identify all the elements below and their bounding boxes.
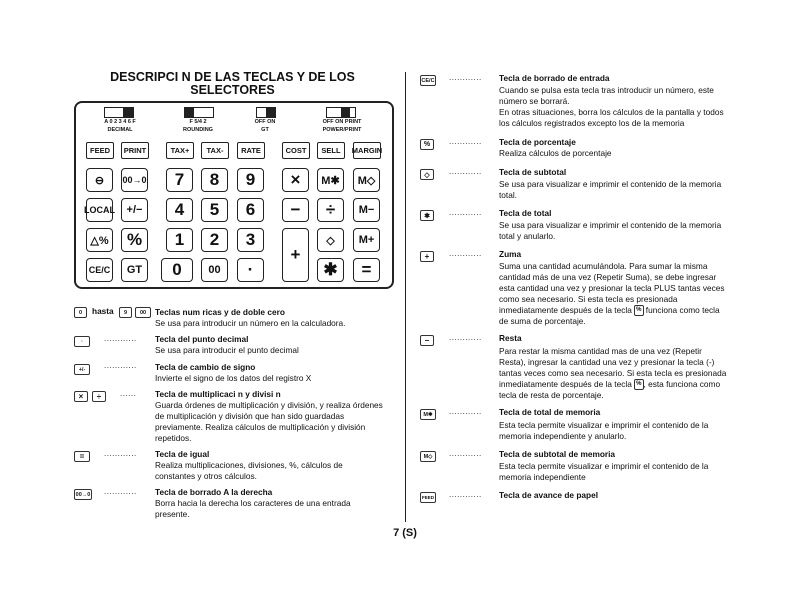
key-memory-subtotal: M◇ [353,168,380,192]
entry-leader: ............ [449,137,482,146]
entry-key-divide: ÷ [92,391,106,402]
key-8: 8 [201,168,228,192]
entry-desc-line: Guarda órdenes de multiplicación y división, y realiza órdenes [155,400,383,410]
entry-key-change-sign: +/- [74,364,90,375]
key-subtract: − [282,198,309,222]
sell-key: SELL [317,142,345,159]
entry-key-subtotal: ◇ [420,169,434,180]
entry-title: Teclas num ricas y de doble cero [155,307,285,317]
tax-plus-key: TAX+ [166,142,194,159]
entry-key-multiply: × [74,391,88,402]
entry-desc-line: Esta tecla permite visualizar e imprimir el contenido de la [499,420,709,430]
entry-desc-line: Esta tecla permite visualizar e imprimir el contenido de la [499,461,709,471]
entry-desc-line-inline [499,305,720,316]
gt-switch-positions: OFF ON [254,119,276,125]
entry-desc-line: Se usa para introducir un número en la calculadora. [155,318,346,328]
entry-desc-line: Borra hacia la derecha los caracteres de una entrada [155,498,351,508]
key-1: 1 [166,228,193,252]
entry-title: Tecla de subtotal [499,167,567,177]
entry-desc-line: Resta), ingresar la cantidad una vez y presionar la tecla (-) [499,357,715,367]
entry-leader: ............ [104,487,137,496]
key-4: 4 [166,198,193,222]
entry-title: Tecla de cambio de signo [155,362,256,372]
entry-desc-line: Para restar la misma cantidad mas de una vez (Repetir [499,346,702,356]
entry-leader: ...... [120,389,137,398]
key-local: LOCAL [86,198,113,222]
key-add: + [282,228,309,282]
key-memory-total: M✱ [317,168,344,192]
entry-desc-line: Realiza multiplicaciones, divisiones, %, cálculos de [155,460,343,470]
entry-title: Tecla de borrado A la derecha [155,487,273,497]
entry-key-9: 9 [119,307,132,318]
inline-key-percent: % [634,379,643,390]
key-multiply: × [282,168,309,192]
inline-text-post: , esta funciona como [643,379,721,389]
entry-leader: ............ [104,334,137,343]
entry-key-clear-entry: CE/C [420,75,436,86]
entry-desc-line: previamente. Realiza cálculos de multiplicación y división [155,422,366,432]
entry-desc-line-inline [499,379,720,390]
key-change-sign: +/− [121,198,148,222]
key-2: 2 [201,228,228,252]
tax-minus-key: TAX- [201,142,229,159]
entry-desc-line: total. [499,190,517,200]
key-9: 9 [237,168,264,192]
key-3: 3 [237,228,264,252]
decimal-switch [104,107,134,118]
entry-desc-line: cantidad más de una vez (Repetir Suma), se debe ingresar [499,272,717,282]
key-memory-minus: M− [353,198,380,222]
entry-leader: ............ [449,208,482,217]
entry-title: Resta [499,333,522,343]
gt-switch-label: GT [261,127,269,133]
entry-leader: ............ [104,361,137,370]
power-switch-positions: OFF ON PRINT [322,119,362,125]
entry-leader: ............ [449,333,482,342]
entry-desc-line: Invierte el signo de los datos del registro X [155,373,312,383]
entry-title: Tecla de total de memoria [499,407,601,417]
cost-key: COST [282,142,310,159]
entry-key-total: ✱ [420,210,434,221]
key-subtotal: ◇ [317,228,344,252]
power-switch [326,107,356,118]
key-equals: = [353,258,380,282]
inline-text-pre: inmediatamente después de la tecla [499,379,632,389]
entry-desc-line: tecla de resta de porcentaje. [499,390,604,400]
entry-leader: ............ [449,449,482,458]
entry-title: Tecla de borrado de entrada [499,73,610,83]
entry-desc-line: Se usa para introducir el punto decimal [155,345,299,355]
entry-desc-line: constantes y otros cálculos. [155,471,257,481]
entry-title: Tecla del punto decimal [155,334,249,344]
entry-key-memory-subtotal: M◇ [420,451,436,462]
entry-leader: ............ [449,490,482,499]
key-minus-circle: ⊖ [86,168,113,192]
entry-leader: ............ [449,167,482,176]
entry-key-equals: = [74,451,90,462]
entry-desc-line: total y anularlo. [499,231,556,241]
entry-key-plus: + [420,251,434,262]
key-percent: % [121,228,148,252]
inline-text-pre: inmediatamente después de la tecla [499,305,632,315]
entry-title: Tecla de total [499,208,552,218]
entry-desc-line: memoria independiente [499,472,586,482]
entry-key-decimal: · [74,336,90,347]
entry-desc-line: número se borrará. [499,96,570,106]
entry-leader: ............ [104,449,137,458]
key-memory-plus: M+ [353,228,380,252]
entry-desc-line: Cuando se pulsa esta tecla tras introducir un número, este [499,85,714,95]
entry-title: Tecla de subtotal de memoria [499,449,616,459]
page-number: 7 (S) [393,527,417,539]
entry-leader: ............ [449,249,482,258]
entry-desc-line: repetidos. [155,433,192,443]
inline-key-percent: % [634,305,643,316]
key-6: 6 [237,198,264,222]
key-0: 0 [161,258,193,282]
entry-title: Tecla de igual [155,449,210,459]
key-divide: ÷ [317,198,344,222]
entry-desc-line: En otras situaciones, borra los cálculos de la pantalla y todos [499,107,724,117]
entry-desc-line: Realiza cálculos de porcentaje [499,148,612,158]
entry-key-minus: − [420,335,434,346]
entry-desc-line: memoria independiente y anularlo. [499,431,627,441]
rounding-switch-positions: F 5/4 2 [189,119,207,125]
entry-desc-line: de suma de porcentaje. [499,316,586,326]
rounding-switch [184,107,214,118]
entry-key-right-shift: 00→0 [74,489,92,500]
rate-key: RATE [237,142,265,159]
entry-title: Zuma [499,249,522,259]
column-divider [405,72,406,522]
entry-desc-line: los cálculos registrados excepto los de la memoria [499,118,685,128]
page-subtitle: SELECTORES [190,83,275,97]
entry-desc-line: Suma una cantidad acumulándola. Para sumar la misma [499,261,708,271]
key-5: 5 [201,198,228,222]
entry-title: Tecla de avance de papel [499,490,598,500]
decimal-switch-label: DECIMAL [107,127,133,133]
inline-text-post: funciona como tecla [643,305,720,315]
power-switch-label: POWER/PRINT [322,127,362,133]
page-title: DESCRIPCI N DE LAS TECLAS Y DE LOS [110,70,355,84]
entry-desc-line: Se usa para visualizar e imprimir el contenido de la memoria [499,179,722,189]
key-clear-entry: CE/C [86,258,113,282]
rounding-switch-label: ROUNDING [183,127,213,133]
entry-key-00: 00 [135,307,151,318]
key-right-shift: 00→0 [121,168,148,192]
key-total: ✱ [317,258,344,282]
entry-leader: ............ [449,73,482,82]
entry-key-percent: % [420,139,434,150]
entry-desc-line: esta cantidad una vez y presionar la tecla PLUS tantas veces [499,283,725,293]
key-delta-percent: △% [86,228,113,252]
entry-desc-line: Se usa para visualizar e imprimir el contenido de la memoria [499,220,722,230]
key-decimal-point: · [237,258,264,282]
key-double-zero: 00 [201,258,228,282]
entry-leader: ............ [449,407,482,416]
decimal-switch-positions: A 0 2 3 4 6 F [104,119,136,125]
entry-title: Tecla de multiplicaci n y divisi n [155,389,281,399]
entry-desc-line: de multiplicación y división que han sido guardadas [155,411,345,421]
key-7: 7 [166,168,193,192]
entry-title: Tecla de porcentaje [499,137,576,147]
feed-key: FEED [86,142,114,159]
entry-key-memory-total: M✱ [420,409,436,420]
print-key: PRINT [121,142,149,159]
entry-key-0: 0 [74,307,87,318]
entry-connector: hasta [92,306,114,316]
entry-key-feed: FEED [420,492,436,503]
entry-desc-line: tantas veces como sea necesario. Si esta tecla es presionada [499,368,727,378]
gt-switch [256,107,276,118]
margin-key: MARGIN [353,142,381,159]
entry-desc-line: como sea necesario. Si esta tecla es presionada [499,294,678,304]
entry-desc-line: presente. [155,509,190,519]
key-grand-total: GT [121,258,148,282]
